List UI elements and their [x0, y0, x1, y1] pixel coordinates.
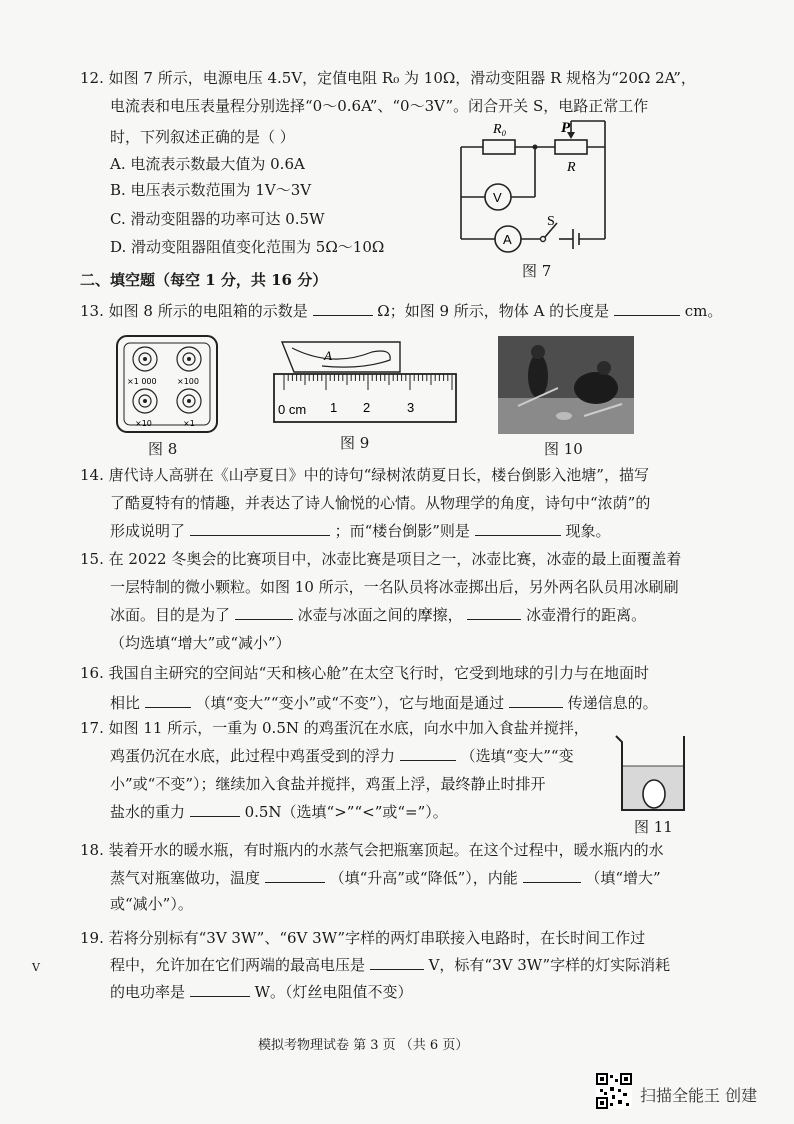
- fig9-caption: 图 9: [340, 434, 370, 452]
- margin-mark: V: [32, 961, 40, 974]
- q18-line1: 18. 装着开水的暖水瓶，有时瓶内的水蒸气会把瓶塞顶起。在这个过程中，暖水瓶内的水: [80, 841, 664, 859]
- q15-blank-1[interactable]: [235, 605, 293, 620]
- q17-line3: 小”或“不变”）；继续加入食盐并搅拌，鸡蛋上浮，最终静止时排开: [110, 775, 546, 793]
- q12-option-a: A. 电流表示数最大值为 0.6A: [110, 155, 305, 173]
- label-r0: R₀: [493, 122, 507, 137]
- q17-line4: [110, 802, 448, 822]
- q15-text-b: 冰壶与冰面之间的摩擦，: [297, 606, 463, 624]
- q19-text-b: V，标有“3V 3W”字样的灯实际消耗: [428, 956, 671, 974]
- dial-x100: ×100: [177, 377, 199, 386]
- q17-line2: [110, 746, 574, 766]
- q17-text-c: 盐水的重力: [110, 803, 186, 821]
- ammeter-symbol: A: [503, 232, 512, 247]
- q18-blank-1[interactable]: [265, 868, 325, 883]
- tick-label-1: 1: [330, 400, 338, 415]
- q19-line3: [110, 982, 413, 1002]
- q14-blank-1[interactable]: [190, 521, 330, 536]
- q14-text-b: ；而“楼台倒影”则是: [334, 522, 470, 540]
- q15-text-a: 冰面。目的是为了: [110, 606, 231, 624]
- q14-line2: 了酷夏特有的情趣，并表达了诗人愉悦的心情。从物理学的角度，诗句中“浓荫”的: [110, 494, 651, 512]
- q14-text-c: 现象。: [565, 522, 611, 540]
- tick-label-0: 0 cm: [278, 402, 307, 417]
- label-p: P: [561, 120, 571, 136]
- q17-blank-1[interactable]: [400, 746, 456, 761]
- q14-text-a: 形成说明了: [110, 522, 186, 540]
- tick-label-2: 2: [363, 400, 371, 415]
- q15-line2: 一层特制的微小颗粒。如图 10 所示，一名队员将冰壶掷出后，另外两名队员用冰刷刷: [110, 578, 679, 596]
- q12-option-b: B. 电压表示数范围为 1V～3V: [110, 181, 312, 199]
- q16-line2: [110, 693, 658, 713]
- q18-text-c: （填“增大”: [585, 869, 661, 887]
- q14-line1: 14. 唐代诗人高骈在《山亭夏日》中的诗句“绿树浓荫夏日长，楼台倒影入池塘”，描写: [80, 466, 649, 484]
- q12-line1: 12. 如图 7 所示，电源电压 4.5V，定值电阻 R₀ 为 10Ω，滑动变阻器 R 规格为“20Ω 2A”，: [80, 69, 696, 87]
- q17-text-d: 0.5N（选填“>”“<”或“=”）。: [244, 803, 448, 821]
- q15-line4: （均选填“增大”或“减小”）: [110, 634, 291, 652]
- q16-text-c: 传递信息的。: [567, 694, 658, 712]
- q13-blank-2[interactable]: [614, 301, 680, 316]
- fig7-caption: 图 7: [522, 262, 552, 280]
- q17-blank-2[interactable]: [190, 802, 240, 817]
- q15-blank-2[interactable]: [467, 605, 521, 620]
- qr-code-icon: [596, 1073, 632, 1109]
- section-heading-fill-blank: 二、填空题（每空 1 分，共 16 分）: [80, 271, 328, 289]
- q12-option-c: C. 滑动变阻器的功率可达 0.5W: [110, 210, 325, 228]
- dial-x10: ×10: [135, 419, 152, 428]
- q18-blank-2[interactable]: [523, 868, 581, 883]
- q15-text-c: 冰壶滑行的距离。: [526, 606, 647, 624]
- q15-line1: 15. 在 2022 冬奥会的比赛项目中，冰壶比赛是项目之一，冰壶比赛，冰壶的最上面覆盖着: [80, 550, 682, 568]
- fig10-caption: 图 10: [544, 440, 583, 458]
- q16-blank-2[interactable]: [509, 693, 563, 708]
- q18-text-a: 蒸气对瓶塞做功，温度: [110, 869, 261, 887]
- q14-blank-2[interactable]: [475, 521, 561, 536]
- q18-line2: [110, 868, 661, 888]
- circuit-diagram-fig7: [455, 115, 635, 263]
- resistance-box-fig8: [115, 334, 219, 434]
- q17-line1: 17. 如图 11 所示，一重为 0.5N 的鸡蛋沉在水底，向水中加入食盐并搅拌，: [80, 719, 589, 737]
- beaker-fig11: [612, 730, 692, 814]
- q19-text-d: W。（灯丝电阻值不变）: [254, 983, 413, 1001]
- q16-text-b: （填“变大”“变小”或“不变”），它与地面是通过: [195, 694, 505, 712]
- q16-text-a: 相比: [110, 694, 141, 712]
- q19-blank-1[interactable]: [370, 955, 424, 970]
- q17-text-a: 鸡蛋仍沉在水底，此过程中鸡蛋受到的浮力: [110, 747, 396, 765]
- q14-line3: [110, 521, 611, 541]
- q19-line2: [110, 955, 670, 975]
- scanner-watermark: 扫描全能王 创建: [640, 1086, 758, 1105]
- q13-blank-1[interactable]: [313, 301, 373, 316]
- fig8-caption: 图 8: [148, 440, 178, 458]
- voltmeter-symbol: V: [493, 190, 502, 205]
- q19-blank-2[interactable]: [190, 982, 250, 997]
- object-a-label: A: [324, 348, 332, 363]
- dial-x1: ×1: [183, 419, 195, 428]
- page-footer: 模拟考物理试卷 第 3 页 （共 6 页）: [258, 1038, 469, 1053]
- q13-text-c: cm。: [684, 302, 723, 320]
- q13-text-a: 13. 如图 8 所示的电阻箱的示数是: [80, 302, 308, 320]
- q12-line2: 电流表和电压表量程分别选择“0～0.6A”、“0～3V”。闭合开关 S，电路正常工作: [110, 97, 649, 115]
- q19-line1: 19. 若将分别标有“3V 3W”、“6V 3W”字样的两灯串联接入电路时，在长时间工作过: [80, 929, 646, 947]
- q19-text-a: 程中，允许加在它们两端的最高电压是: [110, 956, 366, 974]
- q16-line1: 16. 我国自主研究的空间站“天和核心舱”在太空飞行时，它受到地球的引力与在地面时: [80, 664, 649, 682]
- q18-line3: 或“减小”）。: [110, 895, 193, 913]
- ruler-fig9: [272, 338, 462, 428]
- q15-line3: [110, 605, 646, 625]
- q13-line: [80, 301, 722, 321]
- q19-text-c: 的电功率是: [110, 983, 186, 1001]
- label-r: R: [567, 160, 576, 175]
- q16-blank-1[interactable]: [145, 693, 191, 708]
- tick-label-3: 3: [407, 400, 415, 415]
- dial-x1000: ×1 000: [127, 377, 157, 386]
- q13-text-b: Ω；如图 9 所示，物体 A 的长度是: [377, 302, 610, 320]
- q17-text-b: （选填“变大”“变: [460, 747, 574, 765]
- fig11-caption: 图 11: [634, 818, 673, 836]
- label-s: S: [547, 214, 555, 229]
- q12-line3: 时，下列叙述正确的是（ ）: [110, 128, 295, 146]
- q12-option-d: D. 滑动变阻器阻值变化范围为 5Ω～10Ω: [110, 238, 385, 256]
- curling-photo-fig10: [498, 336, 634, 434]
- q18-text-b: （填“升高”或“降低”），内能: [329, 869, 518, 887]
